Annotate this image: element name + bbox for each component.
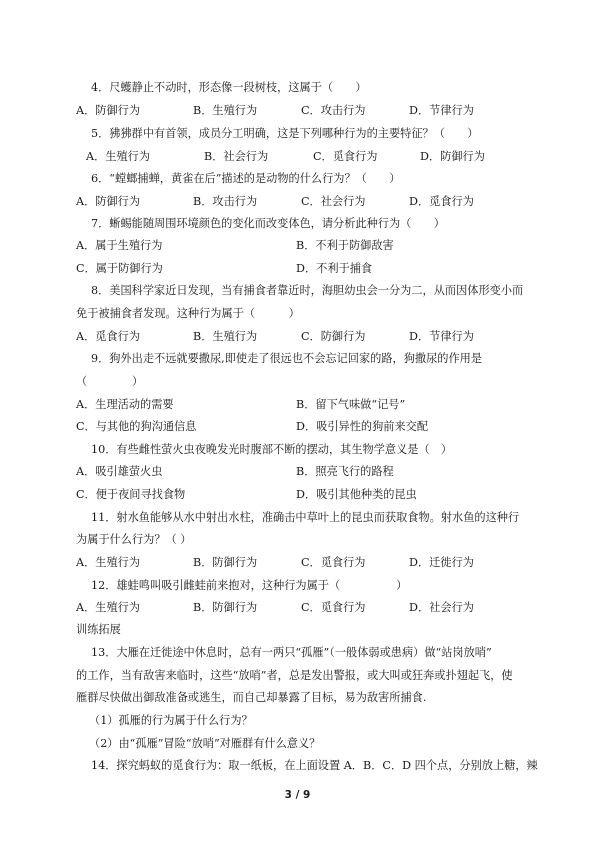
q12-option-c: C．觅食行为 — [301, 601, 366, 614]
q5-option-d: D．防御行为 — [420, 150, 485, 163]
q11-option-c: C．觅食行为 — [301, 556, 366, 569]
question-4-stem: 4．尺蠖静止不动时，形态像一段树枝，这属于（ ） — [91, 81, 367, 94]
q11-option-d: D．迁徙行为 — [409, 556, 474, 569]
q7-option-d: D．不利于捕食 — [296, 262, 373, 275]
question-13-line3: 雁群尽快做出御敌准备或逃生，而自己却暴露了目标，易为敌害所捕食. — [76, 691, 427, 704]
question-11-stem-line1: 11．射水鱼能够从水中射出水柱，准确击中草叶上的昆虫而获取食物。射水鱼的这种行 — [91, 511, 520, 524]
q10-option-b: B．照亮飞行的路程 — [296, 465, 394, 478]
question-6-stem: 6．“螳螂捕蝉，黄雀在后”描述的是动物的什么行为？（ ） — [91, 172, 401, 185]
question-11-stem-line2: 为属于什么行为？（ ） — [76, 533, 192, 546]
question-13-sub1: （1）孤雁的行为属于什么行为？ — [89, 714, 253, 727]
q6-option-a: A．防御行为 — [76, 195, 141, 208]
q10-option-d: D．吸引其他种类的昆虫 — [296, 488, 417, 501]
page-number: 3 / 9 — [284, 789, 311, 801]
q8-option-c: C．防御行为 — [301, 330, 366, 343]
q10-option-c: C．便于夜间寻找食物 — [76, 488, 186, 501]
q4-option-b: B．生殖行为 — [193, 104, 258, 117]
q10-option-a: A．吸引雄萤火虫 — [76, 465, 163, 478]
question-13-line2: 的工作，当有敌害来临时，这些“放哨”者，总是发出警报，或大叫或狂奔或扑翅起飞，使 — [76, 669, 513, 682]
question-5-stem: 5．狒狒群中有首领，成员分工明确，这是下列哪种行为的主要特征？（ ） — [91, 127, 479, 140]
q9-option-a: A．生理活动的需要 — [76, 398, 174, 411]
q5-option-b: B．社会行为 — [204, 150, 269, 163]
q5-option-a: A．生殖行为 — [86, 150, 151, 163]
q8-option-a: A．觅食行为 — [76, 330, 141, 343]
q12-option-b: B．防御行为 — [193, 601, 258, 614]
q12-option-d: D．社会行为 — [409, 601, 474, 614]
section-title: 训练拓展 — [76, 623, 121, 636]
q8-option-d: D．节律行为 — [409, 330, 474, 343]
q9-option-b: B．留下气味做“记号” — [296, 398, 406, 411]
q11-option-a: A．生殖行为 — [76, 556, 141, 569]
q6-option-c: C．社会行为 — [301, 195, 366, 208]
q4-option-c: C．攻击行为 — [301, 104, 366, 117]
q4-option-d: D．节律行为 — [409, 104, 474, 117]
q6-option-b: B．攻击行为 — [193, 195, 258, 208]
question-12-stem: 12．雄蛙鸣叫吸引雌蛙前来抱对，这种行为属于（ ） — [91, 579, 408, 592]
q7-option-b: B．不利于防御敌害 — [296, 239, 394, 252]
question-13-sub2: （2）由“孤雁”冒险“放哨”对雁群有什么意义？ — [89, 737, 321, 750]
q6-option-d: D．觅食行为 — [409, 195, 474, 208]
question-7-stem: 7．蜥蜴能随周围环境颜色的变化而改变体色，请分析此种行为（ ） — [91, 217, 445, 230]
question-13-line1: 13．大雁在迁徙途中休息时，总有一两只“孤雁”（一般体弱或患病）做“站岗放哨” — [91, 646, 492, 659]
question-9-stem-line2: （ ） — [76, 375, 144, 388]
q9-option-c: C．与其他的狗沟通信息 — [76, 420, 197, 433]
question-9-stem-line1: 9．狗外出走不远就要撒尿,即使走了很远也不会忘记回家的路，狗撒尿的作用是 — [91, 352, 483, 365]
question-8-stem-line1: 8．美国科学家近日发现，当有捕食者靠近时，海胆幼虫会一分为二，从而因体形变小而 — [91, 284, 524, 297]
q7-option-c: C．属于防御行为 — [76, 262, 163, 275]
question-10-stem: 10．有些雌性萤火虫夜晚发光时腹部不断的摆动，其生物学意义是（ ） — [91, 443, 453, 456]
q12-option-a: A．生殖行为 — [76, 601, 141, 614]
question-14-line1: 14．探究蚂蚁的觅食行为：取一纸板，在上面设置 A．B．C．D 四个点，分别放上糖，辣 — [91, 759, 538, 772]
q9-option-d: D．吸引异性的狗前来交配 — [296, 420, 429, 433]
q7-option-a: A．属于生殖行为 — [76, 239, 163, 252]
q11-option-b: B．防御行为 — [193, 556, 258, 569]
question-8-stem-line2: 免于被捕食者发现。这种行为属于（ ） — [76, 307, 300, 320]
q4-option-a: A．防御行为 — [76, 104, 141, 117]
q8-option-b: B．生殖行为 — [193, 330, 258, 343]
q5-option-c: C．觅食行为 — [313, 150, 378, 163]
